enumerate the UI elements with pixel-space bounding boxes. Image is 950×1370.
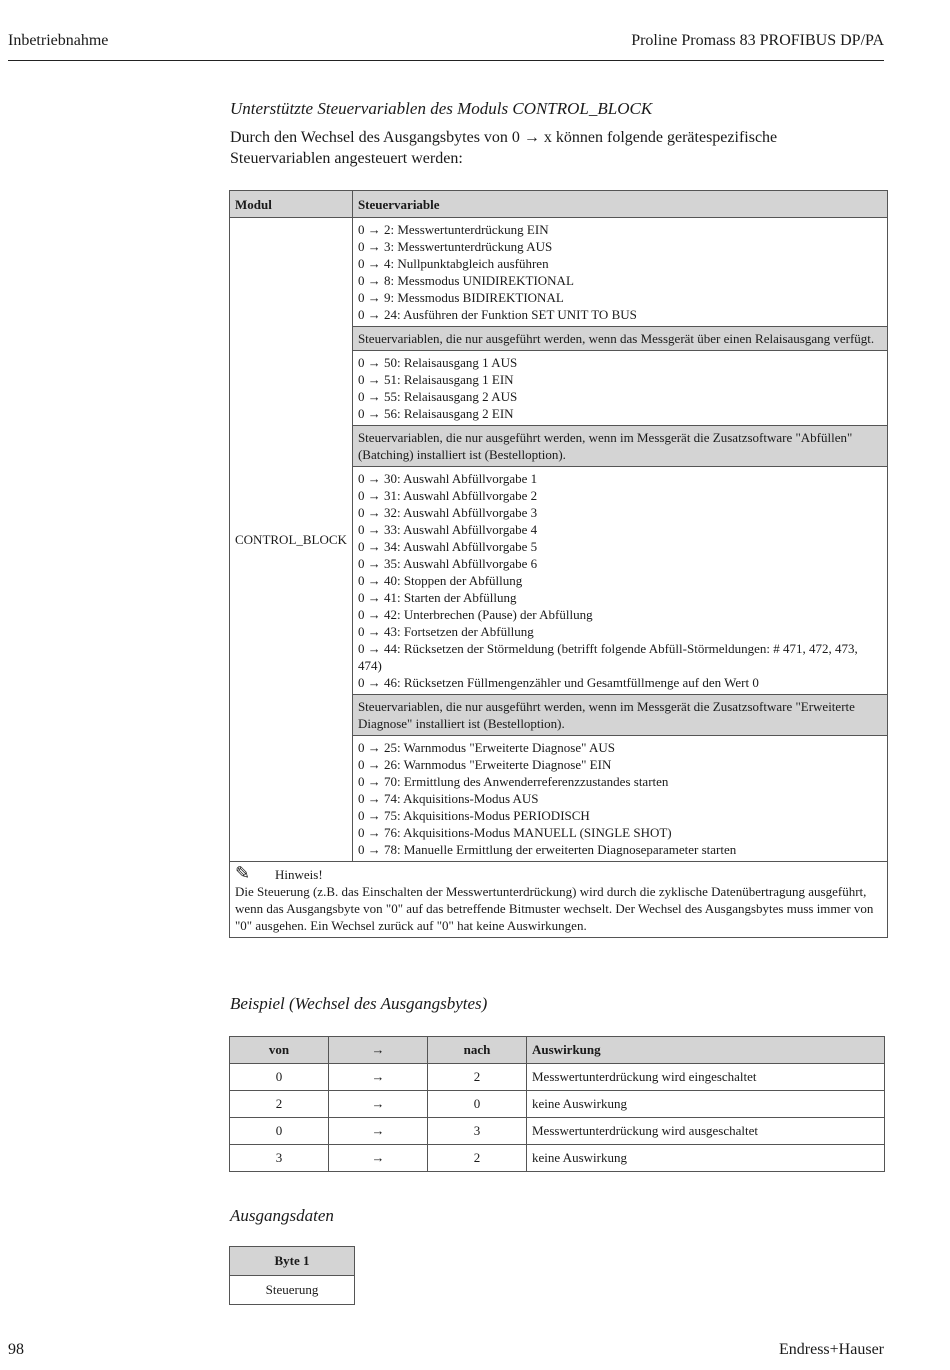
section-title-beispiel: Beispiel (Wechsel des Ausgangsbytes) <box>230 994 488 1013</box>
col-header-arrow: → <box>329 1037 428 1064</box>
page-number: 98 <box>8 1341 24 1358</box>
table-cell: 3 <box>230 1145 329 1172</box>
list-item: 0 → 4: Nullpunktabgleich ausführen <box>357 256 549 271</box>
col-header-nach: nach <box>428 1037 527 1064</box>
list-item: 0 → 46: Rücksetzen Füllmengenzähler und Gesamtfüllmenge auf den Wert 0 <box>357 675 759 690</box>
table-cell: 0 <box>428 1091 527 1118</box>
table-cell: Messwertunterdrückung wird ausgeschaltet <box>527 1118 885 1145</box>
col-header-steuervariable: Steuervariable <box>352 191 887 218</box>
table-row <box>230 1091 885 1118</box>
table-cell: Messwertunterdrückung wird eingeschaltet <box>527 1064 885 1091</box>
list-item: 0 → 25: Warnmodus "Erweiterte Diagnose" AUS <box>357 740 615 755</box>
variable-list <box>352 467 887 695</box>
modul-cell: CONTROL_BLOCK <box>230 218 353 862</box>
pencil-icon: ✎ <box>235 863 251 883</box>
intro-paragraph: Durch den Wechsel des Ausgangsbytes von 0 → x können folgende gerätespezifische Steuervariablen angesteuert werden: <box>230 129 778 167</box>
list-item: 0 → 2: Messwertunterdrückung EIN <box>357 222 549 237</box>
col-header-auswirkung: Auswirkung <box>527 1037 885 1064</box>
hint-text: Die Steuerung (z.B. das Einschalten der Messwertunterdrückung) wird durch die zyklische Datenübertragung ausgeführt, wenn das Ausgangsbyte von "0" auf das betreffende Bitmuster wechselt. Der Wechsel des Ausgangsbytes muss immer von "0" ausgehen. Ein Wechsel zurück auf "0" hat keine Auswirkungen. <box>235 884 874 933</box>
list-item: 0 → 44: Rücksetzen der Störmeldung (betrifft folgende Abfüll-Störmeldungen: # 471, 472, 473, 474) <box>357 641 858 673</box>
hint-cell <box>230 862 888 938</box>
table-row <box>230 218 888 327</box>
list-item: 0 → 41: Starten der Abfüllung <box>357 590 517 605</box>
list-item: 0 → 3: Messwertunterdrückung AUS <box>357 239 553 254</box>
output-data-table <box>229 1246 355 1305</box>
table-row <box>230 1118 885 1145</box>
page-header <box>8 32 884 61</box>
list-item: 0 → 55: Relaisausgang 2 AUS <box>357 389 518 404</box>
table-cell: 2 <box>230 1091 329 1118</box>
list-item: 0 → 35: Auswahl Abfüllvorgabe 6 <box>357 556 538 571</box>
table-header-row <box>230 1247 355 1276</box>
table-row <box>230 1145 885 1172</box>
table-cell: → <box>329 1145 428 1172</box>
list-item: 0 → 30: Auswahl Abfüllvorgabe 1 <box>357 471 538 486</box>
col-header-byte1: Byte 1 <box>230 1247 355 1276</box>
section-title-ausgangsdaten: Ausgangsdaten <box>230 1206 334 1225</box>
hint-title: Hinweis! <box>275 867 323 882</box>
list-item: 0 → 43: Fortsetzen der Abfüllung <box>357 624 534 639</box>
table-header-row <box>230 1037 885 1064</box>
list-item: 0 → 24: Ausführen der Funktion SET UNIT TO BUS <box>357 307 637 322</box>
variable-list <box>352 736 887 862</box>
table-cell: 0 <box>230 1118 329 1145</box>
list-item: 0 → 31: Auswahl Abfüllvorgabe 2 <box>357 488 538 503</box>
list-item: 0 → 34: Auswahl Abfüllvorgabe 5 <box>357 539 538 554</box>
list-item: 0 → 26: Warnmodus "Erweiterte Diagnose" EIN <box>357 757 612 772</box>
condition-note: Steuervariablen, die nur ausgeführt werden, wenn im Messgerät die Zusatzsoftware "Abfüllen" (Batching) installiert ist (Bestelloption). <box>352 426 887 467</box>
table-row <box>230 1064 885 1091</box>
table-cell: Steuerung <box>230 1276 355 1305</box>
header-product-title: Proline Promass 83 PROFIBUS DP/PA <box>631 32 884 49</box>
table-cell: 2 <box>428 1145 527 1172</box>
col-header-modul: Modul <box>230 191 353 218</box>
list-item: 0 → 33: Auswahl Abfüllvorgabe 4 <box>357 522 538 537</box>
list-item: 0 → 74: Akquisitions-Modus AUS <box>357 791 539 806</box>
list-item: 0 → 75: Akquisitions-Modus PERIODISCH <box>357 808 590 823</box>
table-cell: keine Auswirkung <box>527 1145 885 1172</box>
section-title-control-block: Unterstützte Steuervariablen des Moduls CONTROL_BLOCK <box>230 99 653 118</box>
table-cell: keine Auswirkung <box>527 1091 885 1118</box>
variable-list <box>352 351 887 426</box>
list-item: 0 → 70: Ermittlung des Anwenderreferenzzustandes starten <box>357 774 669 789</box>
table-cell: → <box>329 1118 428 1145</box>
list-item: 0 → 56: Relaisausgang 2 EIN <box>357 406 514 421</box>
list-item: 0 → 42: Unterbrechen (Pause) der Abfüllung <box>357 607 593 622</box>
list-item: 0 → 32: Auswahl Abfüllvorgabe 3 <box>357 505 538 520</box>
list-item: 0 → 50: Relaisausgang 1 AUS <box>357 355 518 370</box>
list-item: 0 → 78: Manuelle Ermittlung der erweiterten Diagnoseparameter starten <box>357 842 737 857</box>
variable-list <box>352 218 887 327</box>
list-item: 0 → 76: Akquisitions-Modus MANUELL (SINGLE SHOT) <box>357 825 672 840</box>
condition-note: Steuervariablen, die nur ausgeführt werden, wenn das Messgerät über einen Relaisausgang verfügt. <box>352 327 887 351</box>
table-cell: → <box>329 1064 428 1091</box>
list-item: 0 → 40: Stoppen der Abfüllung <box>357 573 523 588</box>
list-item: 0 → 9: Messmodus BIDIREKTIONAL <box>357 290 564 305</box>
condition-note: Steuervariablen, die nur ausgeführt werden, wenn im Messgerät die Zusatzsoftware "Erweiterte Diagnose" installiert ist (Bestelloption). <box>352 695 887 736</box>
list-item: 0 → 8: Messmodus UNIDIREKTIONAL <box>357 273 574 288</box>
table-cell: 3 <box>428 1118 527 1145</box>
brand-name: Endress+Hauser <box>779 1341 884 1358</box>
table-header-row <box>230 191 888 218</box>
table-cell: 2 <box>428 1064 527 1091</box>
col-header-von: von <box>230 1037 329 1064</box>
control-block-table <box>229 190 888 938</box>
table-cell: 0 <box>230 1064 329 1091</box>
table-cell: → <box>329 1091 428 1118</box>
header-section-title: Inbetriebnahme <box>8 32 109 49</box>
table-row <box>230 1276 355 1305</box>
hint-row <box>230 862 888 938</box>
example-table <box>229 1036 885 1172</box>
list-item: 0 → 51: Relaisausgang 1 EIN <box>357 372 514 387</box>
